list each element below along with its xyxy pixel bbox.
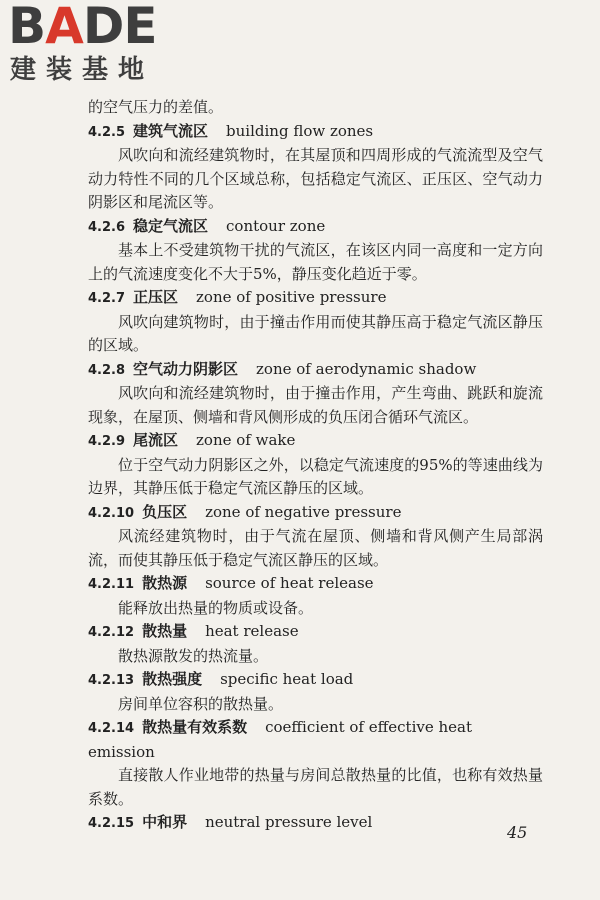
entry-term-en: zone of positive pressure [196, 288, 387, 306]
entry-4-2-11 [88, 572, 543, 620]
entry-number: 4.2.6 [88, 219, 126, 235]
entry-body: 风流经建筑物时，由于气流在屋顶、侧墙和背风侧产生局部涡流，而使其静压低于稳定气流区静压的区域。 [88, 527, 543, 569]
logo-wordmark [8, 0, 157, 55]
entry-4-2-10 [88, 501, 543, 573]
entry-number: 4.2.7 [88, 291, 126, 306]
entry-4-2-14 [88, 716, 543, 811]
entry-4-2-8 [88, 358, 543, 430]
entry-term-en: source of heat release [205, 574, 374, 592]
entry-term-cn: 散热量 [142, 622, 188, 640]
entry-term-en: zone of negative pressure [205, 502, 402, 521]
entry-term-en: specific heat load [220, 670, 354, 688]
entry-term-cn: 散热量有效系数 [142, 718, 248, 736]
entry-body: 风吹向建筑物时，由于撞击作用而使其静压高于稳定气流区静压的区域。 [88, 312, 543, 354]
entry-body: 风吹向和流经建筑物时，在其屋顶和四周形成的气流流型及空气动力特性不同的几个区域总称，包括稳定气流区、正压区、空气动力阴影区和尾流区等。 [88, 146, 543, 211]
entry-4-2-5 [88, 120, 543, 215]
entry-4-2-7 [88, 286, 543, 358]
entry-term-en: building flow zones [226, 121, 374, 140]
entry-number: 4.2.11 [88, 577, 135, 592]
entry-4-2-12 [88, 620, 543, 668]
entry-4-2-15 [88, 811, 543, 836]
entry-number: 4.2.9 [88, 434, 126, 449]
logo-letter: A [45, 0, 83, 55]
entry-term-cn: 散热源 [142, 574, 188, 592]
document-page [88, 96, 543, 836]
entry-term-en: neutral pressure level [205, 813, 373, 831]
logo-letter: D [82, 0, 124, 55]
entry-term-cn: 稳定气流区 [133, 216, 209, 235]
entry-term-en: zone of wake [196, 431, 296, 449]
entry-body: 直接散人作业地带的热量与房间总散热量的比值，也称有效热量系数。 [88, 766, 543, 808]
entry-body: 位于空气动力阴影区之外，以稳定气流速度的95%的等速曲线为边界，其静压低于稳定气流区静压的区域。 [88, 455, 543, 497]
entry-term-en: heat release [205, 622, 299, 640]
logo-subtitle: 建装基地 [10, 55, 155, 85]
entry-4-2-9 [88, 429, 543, 501]
entry-term-en: contour zone [226, 216, 326, 235]
logo-letter: B [8, 0, 46, 55]
entry-term-cn: 中和界 [142, 813, 188, 831]
entry-number: 4.2.5 [88, 124, 126, 140]
entry-number: 4.2.15 [88, 816, 135, 831]
entry-term-en: zone of aerodynamic shadow [256, 359, 477, 378]
entry-number: 4.2.12 [88, 625, 135, 640]
entry-number: 4.2.8 [88, 362, 126, 378]
entry-number: 4.2.10 [88, 505, 135, 521]
entry-term-cn: 负压区 [142, 502, 188, 521]
entry-term-cn: 正压区 [133, 288, 179, 306]
logo-word-text [8, 0, 157, 55]
entry-body: 能释放出热量的物质或设备。 [118, 598, 314, 617]
entry-4-2-6 [88, 215, 543, 287]
entry-term-cn: 建筑气流区 [133, 121, 209, 140]
entry-body: 基本上不受建筑物干扰的气流区，在该区内同一高度和一定方向上的气流速度变化不大于5%，静压变化趋近于零。 [88, 241, 543, 283]
page-number: 45 [507, 823, 528, 842]
bade-logo [8, 0, 178, 90]
entry-term-cn: 散热强度 [142, 670, 203, 688]
entry-number: 4.2.14 [88, 721, 135, 736]
entry-term-en: coefficient of effective heat emission [88, 718, 472, 761]
entry-term-cn: 尾流区 [133, 431, 179, 449]
entry-body: 房间单位容积的散热量。 [118, 694, 284, 713]
entry-body: 散热源散发的热流量。 [118, 646, 269, 665]
entry-body: 风吹向和流经建筑物时，由于撞击作用，产生弯曲、跳跃和旋流现象，在屋顶、侧墙和背风侧形成的负压闭合循环气流区。 [88, 384, 543, 426]
entry-number: 4.2.13 [88, 673, 135, 688]
lead-text: 的空气压力的差值。 [88, 98, 224, 116]
entry-term-cn: 空气动力阴影区 [133, 359, 239, 378]
logo-letter: E [123, 0, 157, 55]
entry-4-2-13 [88, 668, 543, 716]
